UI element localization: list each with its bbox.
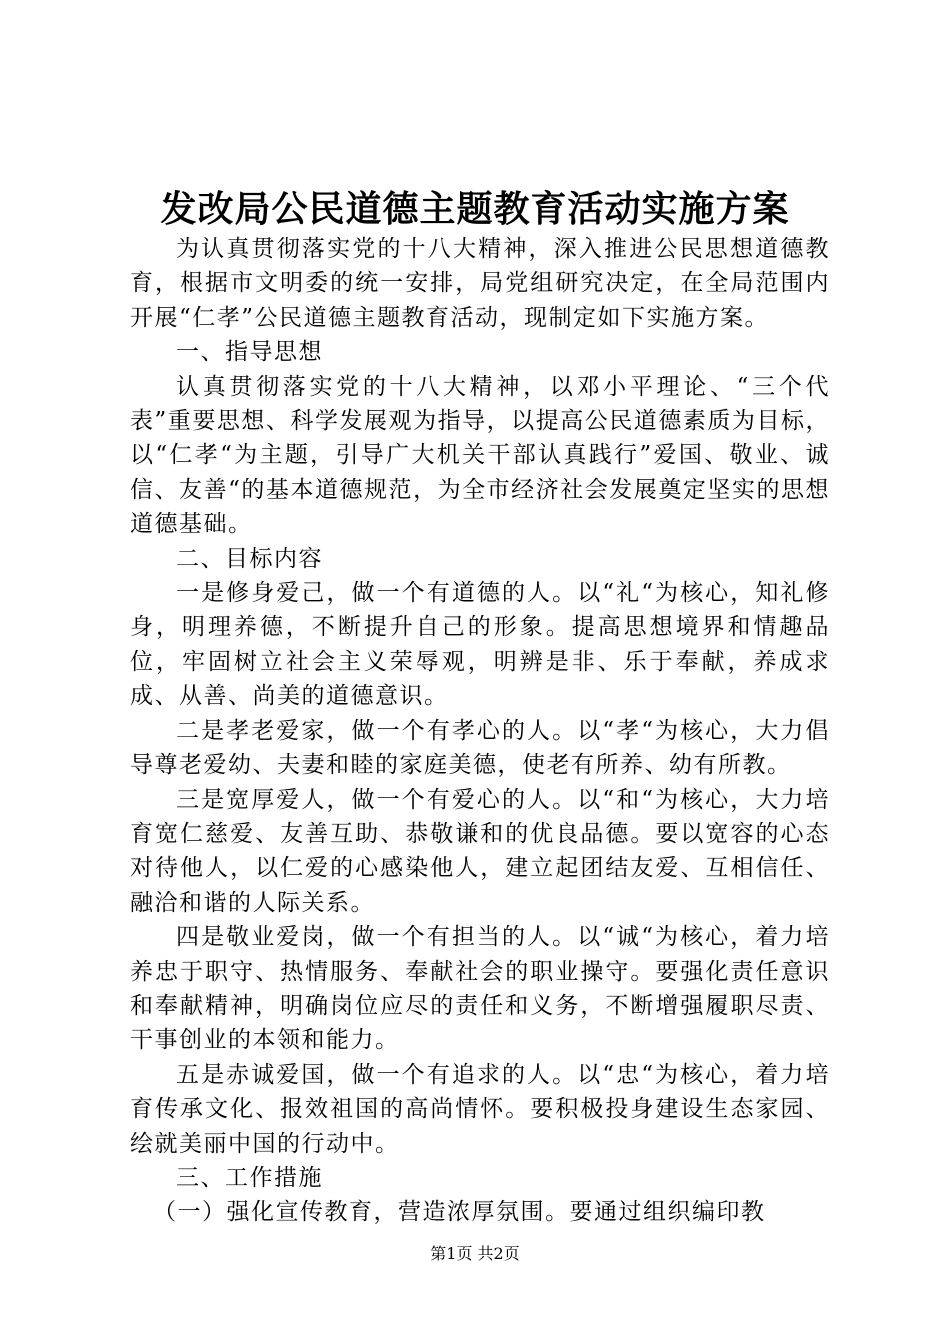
- paragraph-goal-3: 三是宽厚爱人，做一个有爱心的人。以“和“为核心，大力培育宽仁慈爱、友善互助、恭敬谦和的优良品德。要以宽容的心态对待他人，以仁爱的心感染他人，建立起团结友爱、互相信任、融洽和谐的人际关系。: [130, 786, 830, 916]
- paragraph-guiding-ideology: 认真贯彻落实党的十八大精神，以邓小平理论、“三个代表”重要思想、科学发展观为指导，以提高公民道德素质为目标，以“仁孝“为主题，引导广大机关干部认真践行”爱国、敬业、诚信、友善“的基本道德规范，为全市经济社会发展奠定坚实的思想道德基础。: [130, 373, 830, 538]
- section-heading-goals: 二、目标内容: [176, 545, 323, 572]
- paragraph-goal-4: 四是敬业爱岗，做一个有担当的人。以“诚“为核心，着力培养忠于职守、热情服务、奉献社会的职业操守。要强化责任意识和奉献精神，明确岗位应尽的责任和义务，不断增强履职尽责、干事创业的本领和能力。: [130, 924, 830, 1054]
- paragraph-goal-2: 二是孝老爱家，做一个有孝心的人。以“孝“为核心，大力倡导尊老爱幼、夫妻和睦的家庭美德，使老有所养、幼有所教。: [130, 717, 830, 779]
- document-title: 发改局公民道德主题教育活动实施方案: [160, 188, 790, 230]
- paragraph-goal-5: 五是赤诚爱国，做一个有追求的人。以“忠“为核心，着力培育传承文化、报效祖国的高尚情怀。要积极投身建设生态家园、绘就美丽中国的行动中。: [130, 1061, 830, 1157]
- document-body: [130, 232, 830, 1230]
- intro-paragraph: 为认真贯彻落实党的十八大精神，深入推进公民思想道德教育，根据市文明委的统一安排，局党组研究决定，在全局范围内开展“仁孝”公民道德主题教育活动，现制定如下实施方案。: [130, 236, 830, 331]
- paragraph-goal-1: 一是修身爱己，做一个有道德的人。以“礼“为核心，知礼修身，明理养德，不断提升自己的形象。提高思想境界和情趣品位，牢固树立社会主义荣辱观，明辨是非、乐于奉献，养成求成、从善、尚美的道德意识。: [130, 580, 830, 710]
- paragraph-measure-1: （一）强化宣传教育，营造浓厚氛围。要通过组织编印教: [153, 1199, 766, 1226]
- section-heading-guiding-ideology: 一、指导思想: [176, 339, 323, 366]
- page-footer: 第1页 共2页: [430, 1244, 520, 1263]
- section-heading-measures: 三、工作措施: [176, 1164, 323, 1191]
